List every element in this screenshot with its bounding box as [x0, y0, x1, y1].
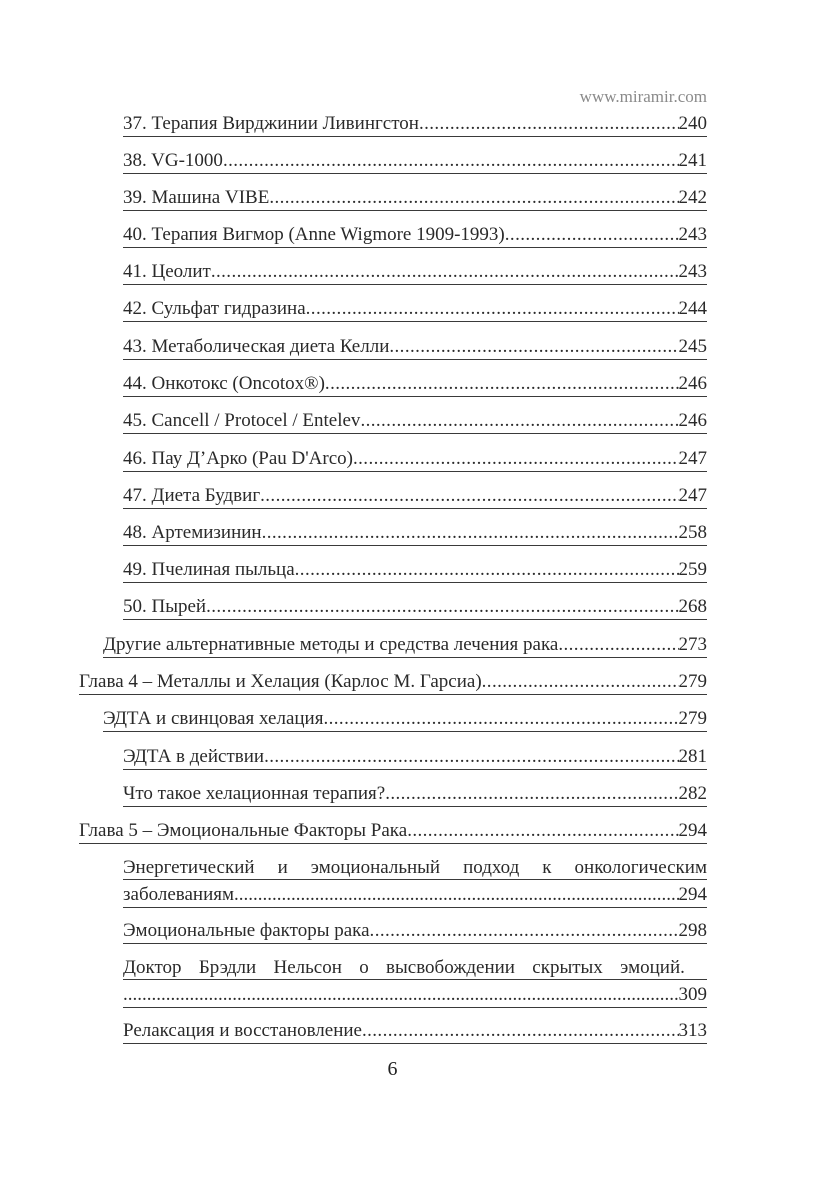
toc-entry[interactable]: 41. Цеолит ..... 243 — [123, 261, 707, 285]
site-url-header: www.miramir.com — [579, 87, 707, 106]
toc-entry[interactable]: 43. Метаболическая диета Келли ..... 245 — [123, 336, 707, 360]
toc-entry[interactable]: ЭДТА в действии ..... 281 — [123, 746, 707, 770]
toc-entry-multiline[interactable]: Доктор Брэдли Нельсон о высвобождении скрытых эмоций. ..... 309 — [123, 955, 707, 1008]
toc-entry[interactable]: Что такое хелационная терапия? ..... 282 — [123, 783, 707, 807]
toc-entry[interactable]: 50. Пырей ..... 268 — [123, 596, 707, 620]
toc-entry[interactable]: Другие альтернативные методы и средства лечения рака ..... 273 — [103, 634, 707, 658]
toc-entry[interactable]: 40. Терапия Вигмор (Anne Wigmore 1909-1993) ..... 243 — [123, 224, 707, 248]
toc-entry[interactable]: 44. Онкотокс (Oncotox®) ..... 246 — [123, 373, 707, 397]
page-number: 6 — [387, 1058, 398, 1080]
toc-entry[interactable]: 39. Машина VIBE ..... 242 — [123, 187, 707, 211]
toc-entry[interactable]: ЭДТА и свинцовая хелация ..... 279 — [103, 708, 707, 732]
toc-entry[interactable]: 48. Артемизинин ..... 258 — [123, 522, 707, 546]
toc-entry[interactable]: 37. Терапия Вирджинии Ливингстон ..... 240 — [123, 113, 707, 137]
toc-chapter-entry[interactable]: Глава 5 – Эмоциональные Факторы Рака ..... 294 — [79, 820, 707, 844]
toc-chapter-entry[interactable]: Глава 4 – Металлы и Хелация (Карлос М. Гарсиа) ..... 279 — [79, 671, 707, 695]
toc-entry[interactable]: 47. Диета Будвиг ..... 247 — [123, 485, 707, 509]
toc-entry[interactable]: 38. VG-1000 ..... 241 — [123, 150, 707, 174]
toc-entry[interactable]: 46. Пау Д’Арко (Pau D'Arco) ..... 247 — [123, 448, 707, 472]
toc-entry[interactable]: 45. Cancell / Protocel / Entelev ..... 246 — [123, 410, 707, 434]
toc-entry[interactable]: 49. Пчелиная пыльца ..... 259 — [123, 559, 707, 583]
toc-entry-multiline[interactable]: Энергетический и эмоциональный подход к онкологическим заболеваниям ..... 294 — [123, 855, 707, 908]
toc-entry[interactable]: 42. Сульфат гидразина ..... 244 — [123, 298, 707, 322]
toc-entry[interactable]: Релаксация и восстановление ..... 313 — [123, 1020, 707, 1044]
toc-entry[interactable]: Эмоциональные факторы рака ..... 298 — [123, 920, 707, 944]
